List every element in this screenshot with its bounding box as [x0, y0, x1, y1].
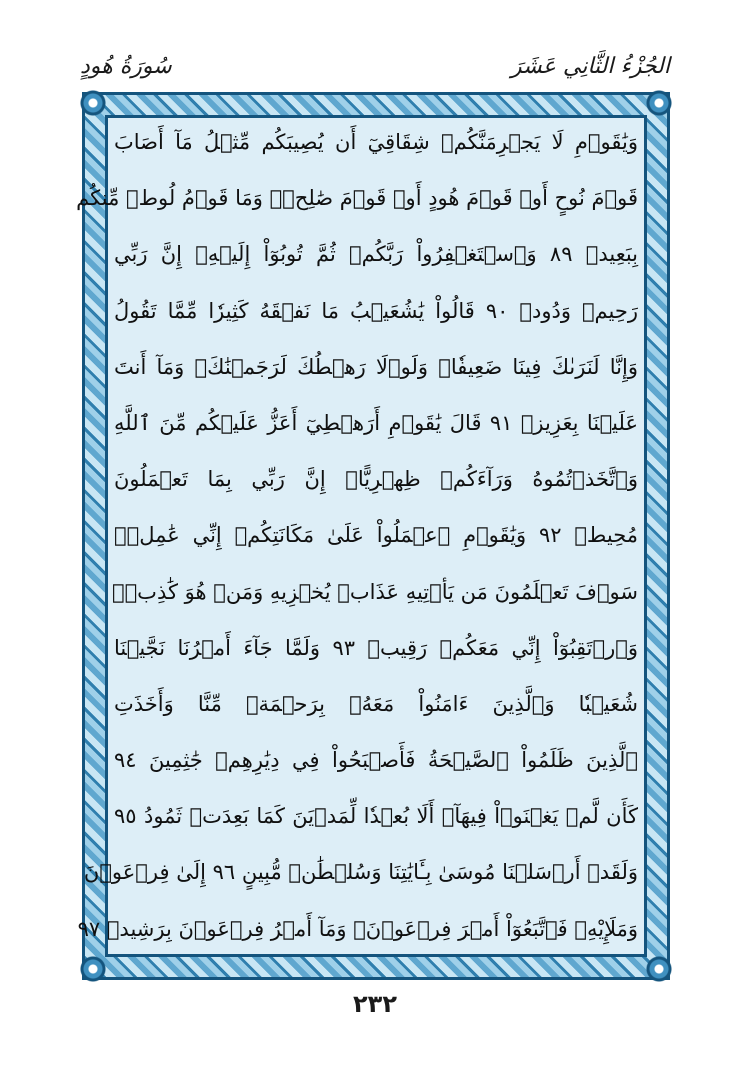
verse-line: وَٱرۡتَقِبُوٓاْ إِنِّي مَعَكُمۡ رَقِيبٞ ٩٣ وَلَمَّا جَآءَ أَمۡرُنَا نَجَّيۡنَا	[114, 635, 638, 660]
verse-line: رَحِيمٞ وَدُودٞ ٩٠ قَالُواْ يَٰشُعَيۡبُ مَا نَفۡقَهُ كَثِيرٗا مِّمَّا تَقُولُ	[114, 298, 638, 323]
verse-line: بِبَعِيدٖ ٨٩ وَٱسۡتَغۡفِرُواْ رَبَّكُمۡ ثُمَّ تُوبُوٓاْ إِلَيۡهِۚ إِنَّ رَبِّي	[114, 242, 639, 267]
corner-rosette-icon	[644, 954, 674, 984]
verse-line: سَوۡفَ تَعۡلَمُونَ مَن يَأۡتِيهِ عَذَابٞ يُخۡزِيهِ وَمَنۡ هُوَ كَٰذِبٞۖ	[111, 579, 638, 604]
verse-lines	[76, 130, 639, 942]
verse-line: شُعَيۡبٗا وَٱلَّذِينَ ءَامَنُواْ مَعَهُۥ بِرَحۡمَةٖ مِّنَّا وَأَخَذَتِ	[114, 691, 638, 716]
verse-line: قَوۡمَ نُوحٍ أَوۡ قَوۡمَ هُودٍ أَوۡ قَوۡمَ صَٰلِحٖۚ وَمَا قَوۡمُ لُوطٖ مِّنكُم	[76, 186, 638, 211]
juz-name: الجُزْءُ الثَّانِي عَشَرَ	[511, 53, 670, 79]
verse-line: وَإِنَّا لَنَرَىٰكَ فِينَا ضَعِيفٗاۖ وَلَوۡلَا رَهۡطُكَ لَرَجَمۡنَٰكَۖ وَمَآ أَنتَ	[114, 354, 638, 379]
ornamental-frame	[76, 92, 670, 980]
verse-line: عَلَيۡنَا بِعَزِيزٖ ٩١ قَالَ يَٰقَوۡمِ أَرَهۡطِيٓ أَعَزُّ عَلَيۡكُم مِّنَ ٱللَّهِ	[114, 410, 638, 435]
verse-line: كَأَن لَّمۡ يَغۡنَوۡاْ فِيهَآۗ أَلَا بُعۡدٗا لِّمَدۡيَنَ كَمَا بَعِدَتۡ ثَمُودُ ٩٥	[114, 804, 638, 829]
verse-line: وَيَٰقَوۡمِ لَا يَجۡرِمَنَّكُمۡ شِقَاقِيٓ أَن يُصِيبَكُم مِّثۡلُ مَآ أَصَابَ	[114, 130, 638, 154]
verse-line: وَمَلَإِيْهِۦ فَٱتَّبَعُوٓاْ أَمۡرَ فِرۡعَوۡنَۖ وَمَآ أَمۡرُ فِرۡعَوۡنَ بِرَشِيدٖ ٩٧	[77, 916, 638, 941]
page-header	[80, 48, 670, 84]
page-number: ٢٣٢	[353, 990, 397, 1018]
surah-name: سُورَةُ هُودٍ	[80, 53, 172, 79]
verse-line: وَٱتَّخَذۡتُمُوهُ وَرَآءَكُمۡ ظِهۡرِيًّاۖ إِنَّ رَبِّي بِمَا تَعۡمَلُونَ	[114, 467, 638, 492]
verse-line: ٱلَّذِينَ ظَلَمُواْ ٱلصَّيۡحَةُ فَأَصۡبَحُواْ فِي دِيَٰرِهِمۡ جَٰثِمِينَ ٩٤	[114, 748, 638, 773]
corner-rosette-icon	[644, 88, 674, 118]
corner-rosette-icon	[78, 88, 108, 118]
text-panel	[76, 115, 647, 957]
corner-rosette-icon	[78, 954, 108, 984]
verse-line: مُحِيطٞ ٩٢ وَيَٰقَوۡمِ ٱعۡمَلُواْ عَلَىٰ مَكَانَتِكُمۡ إِنِّي عَٰمِلٞۖ	[114, 523, 638, 548]
verse-line: وَلَقَدۡ أَرۡسَلۡنَا مُوسَىٰ بِـَٔايَٰتِنَا وَسُلۡطَٰنٖ مُّبِينٍ ٩٦ إِلَىٰ فِرۡعَوۡنَ	[83, 860, 638, 885]
